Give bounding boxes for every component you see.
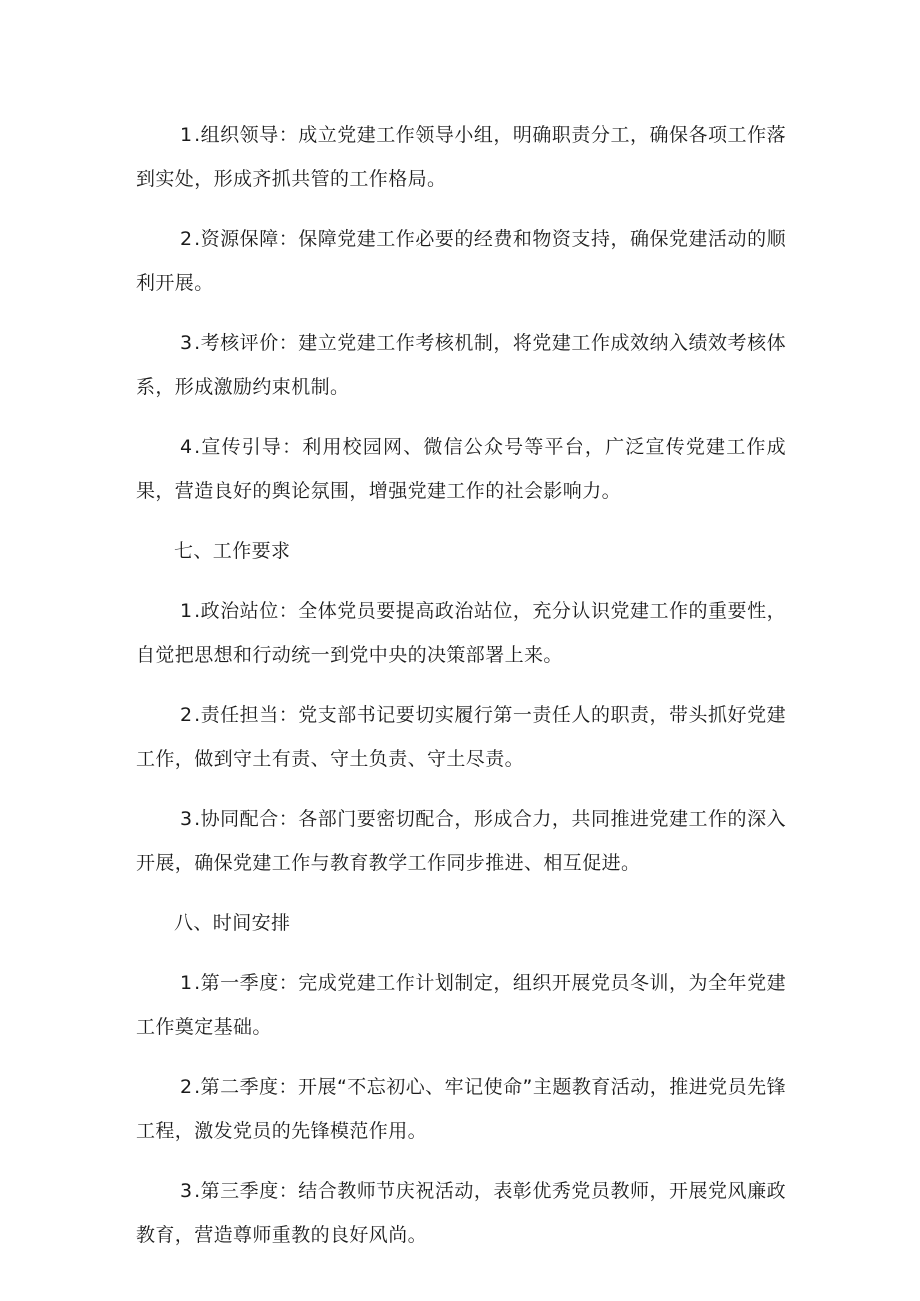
item-number: 3 xyxy=(180,1180,195,1202)
paragraph-responsibility xyxy=(136,693,786,781)
item-text: .组织领导：成立党建工作领导小组，明确职责分工，确保各项工作落到实处，形成齐抓共管的工作格局。 xyxy=(136,124,786,190)
item-number: 1 xyxy=(180,600,195,622)
item-text: .第二季度：开展“不忘初心、牢记使命”主题教育活动，推进党员先锋工程，激发党员的先锋模范作用。 xyxy=(136,1076,786,1142)
section-heading-schedule: 八、时间安排 xyxy=(174,912,291,934)
item-text: .资源保障：保障党建工作必要的经费和物资支持，确保党建活动的顺利开展。 xyxy=(136,228,786,294)
paragraph-q3 xyxy=(136,1169,786,1257)
paragraph-coordination xyxy=(136,797,786,885)
item-number: 3 xyxy=(180,808,195,830)
item-number: 3 xyxy=(180,332,195,354)
paragraph-q1 xyxy=(136,961,786,1049)
item-number: 2 xyxy=(180,1076,195,1098)
section-heading-requirements: 七、工作要求 xyxy=(174,540,291,562)
item-number: 4 xyxy=(180,436,195,458)
paragraph-political-stance xyxy=(136,589,786,677)
item-text: .责任担当：党支部书记要切实履行第一责任人的职责，带头抓好党建工作，做到守土有责、守土负责、守土尽责。 xyxy=(136,704,786,770)
paragraph-resources xyxy=(136,217,786,305)
item-number: 2 xyxy=(180,228,195,250)
item-text: .协同配合：各部门要密切配合，形成合力，共同推进党建工作的深入开展，确保党建工作与教育教学工作同步推进、相互促进。 xyxy=(136,808,786,874)
item-text: .宣传引导：利用校园网、微信公众号等平台，广泛宣传党建工作成果，营造良好的舆论氛围，增强党建工作的社会影响力。 xyxy=(136,436,786,502)
item-text: .第一季度：完成党建工作计划制定，组织开展党员冬训，为全年党建工作奠定基础。 xyxy=(136,972,786,1038)
item-text: .政治站位：全体党员要提高政治站位，充分认识党建工作的重要性，自觉把思想和行动统一到党中央的决策部署上来。 xyxy=(136,600,786,666)
item-number: 2 xyxy=(180,704,195,726)
document-body xyxy=(136,113,786,1257)
item-text: .第三季度：结合教师节庆祝活动，表彰优秀党员教师，开展党风廉政教育，营造尊师重教的良好风尚。 xyxy=(136,1180,786,1246)
paragraph-publicity xyxy=(136,425,786,513)
paragraph-q2 xyxy=(136,1065,786,1153)
paragraph-organization xyxy=(136,113,786,201)
item-text: .考核评价：建立党建工作考核机制，将党建工作成效纳入绩效考核体系，形成激励约束机制。 xyxy=(136,332,786,398)
paragraph-evaluation xyxy=(136,321,786,409)
item-number: 1 xyxy=(180,972,195,994)
item-number: 1 xyxy=(180,124,195,146)
